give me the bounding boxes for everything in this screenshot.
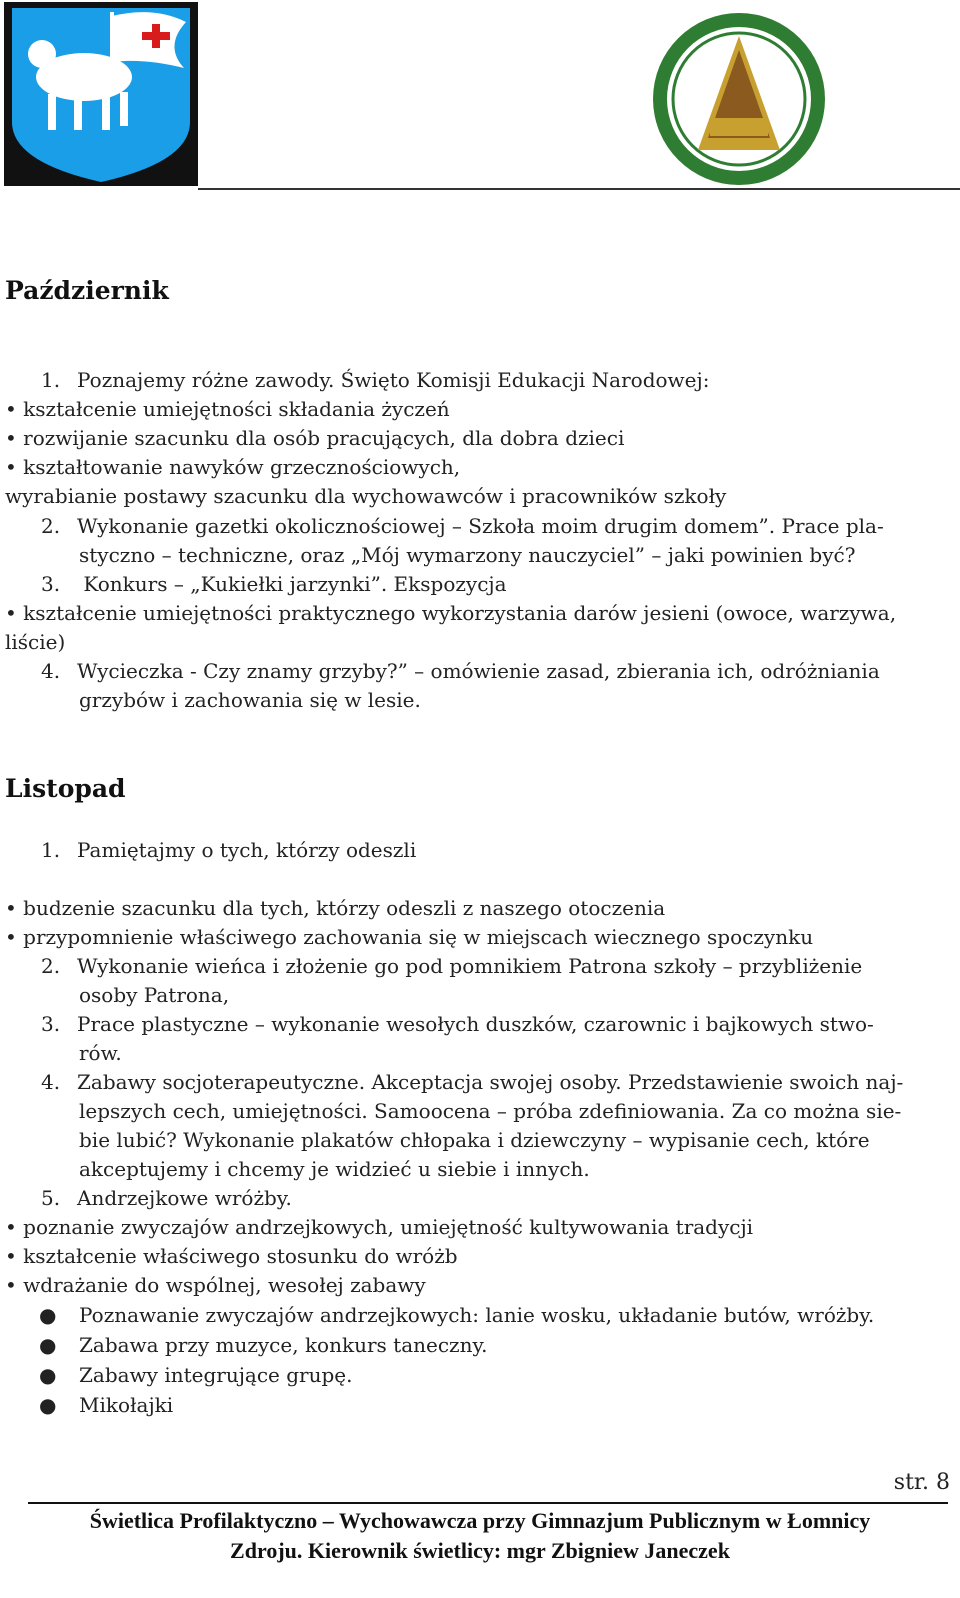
list-item: 3. Konkurs – „Kukiełki jarzynki”. Ekspozycja [41, 572, 507, 596]
list-item: 4. Zabawy socjoterapeutyczne. Akceptacja swojej osoby. Przedstawienie swoich naj- [41, 1070, 904, 1094]
list-item: ● Zabawy integrujące grupę. [5, 1361, 352, 1390]
list-item: • poznanie zwyczajów andrzejkowych, umiejętność kultywowania tradycji [5, 1213, 753, 1242]
page-number: str. 8 [893, 1470, 950, 1495]
list-item: • budzenie szacunku dla tych, którzy odeszli z naszego otoczenia [5, 894, 665, 923]
list-item: ● Zabawa przy muzyce, konkurs taneczny. [5, 1331, 487, 1360]
list-item: lepszych cech, umiejętności. Samoocena – próba zdefiniowania. Za co można sie- [79, 1099, 902, 1123]
bullet-icon: ● [39, 1393, 57, 1417]
list-item: liście) [5, 630, 66, 654]
list-item: • kształcenie właściwego stosunku do wróżb [5, 1242, 458, 1271]
footer-line-2: Zdroju. Kierownik świetlicy: mgr Zbigniew Janeczek [230, 1538, 730, 1563]
list-item: • przypomnienie właściwego zachowania się w miejscach wiecznego spoczynku [5, 923, 813, 952]
bullet-icon: ● [39, 1363, 57, 1387]
section-title-november: Listopad [5, 774, 126, 803]
list-item: 5. Andrzejkowe wróżby. [41, 1186, 292, 1210]
list-item: • kształcenie umiejętności praktycznego wykorzystania darów jesieni (owoce, warzywa, [5, 599, 896, 628]
list-item: 4. Wycieczka - Czy znamy grzyby?” – omówienie zasad, zbierania ich, odróżniania [41, 659, 880, 683]
header-divider [198, 188, 960, 190]
list-item: rów. [79, 1041, 122, 1065]
bullet-icon: ● [39, 1333, 57, 1357]
list-item: wyrabianie postawy szacunku dla wychowawców i pracowników szkoły [5, 484, 727, 508]
list-item: styczno – techniczne, oraz „Mój wymarzony nauczyciel” – jaki powinien być? [79, 543, 856, 567]
coat-of-arms-logo [4, 2, 198, 186]
list-item: 2. Wykonanie wieńca i złożenie go pod pomnikiem Patrona szkoły – przybliżenie [41, 954, 863, 978]
list-item: akceptujemy i chcemy je widzieć u siebie i innych. [79, 1157, 590, 1181]
list-item: 1. Pamiętajmy o tych, którzy odeszli [41, 838, 417, 862]
section-title-october: Październik [5, 276, 169, 305]
list-item: • kształtowanie nawyków grzecznościowych, [5, 453, 460, 482]
page-header [0, 0, 960, 190]
school-seal-logo [650, 10, 828, 188]
list-item: ● Mikołajki [5, 1391, 173, 1420]
list-item: 1. Poznajemy różne zawody. Święto Komisji Edukacji Narodowej: [41, 368, 710, 392]
list-item: 3. Prace plastyczne – wykonanie wesołych duszków, czarownic i bajkowych stwo- [41, 1012, 874, 1036]
list-item: 2. Wykonanie gazetki okolicznościowej – Szkoła moim drugim domem”. Prace pla- [41, 514, 884, 538]
list-item: grzybów i zachowania się w lesie. [79, 688, 421, 712]
list-item: • rozwijanie szacunku dla osób pracujących, dla dobra dzieci [5, 424, 624, 453]
list-item: osoby Patrona, [79, 983, 230, 1007]
bullet-icon: ● [39, 1303, 57, 1327]
list-item: • wdrażanie do wspólnej, wesołej zabawy [5, 1271, 426, 1300]
list-item: • kształcenie umiejętności składania życzeń [5, 395, 450, 424]
list-item: bie lubić? Wykonanie plakatów chłopaka i dziewczyny – wypisanie cech, które [79, 1128, 870, 1152]
page-footer [0, 1506, 960, 1566]
list-item: ● Poznawanie zwyczajów andrzejkowych: lanie wosku, układanie butów, wróżby. [5, 1301, 874, 1330]
footer-divider [28, 1502, 948, 1504]
footer-line-1: Świetlica Profilaktyczno – Wychowawcza przy Gimnazjum Publicznym w Łomnicy [89, 1508, 871, 1533]
